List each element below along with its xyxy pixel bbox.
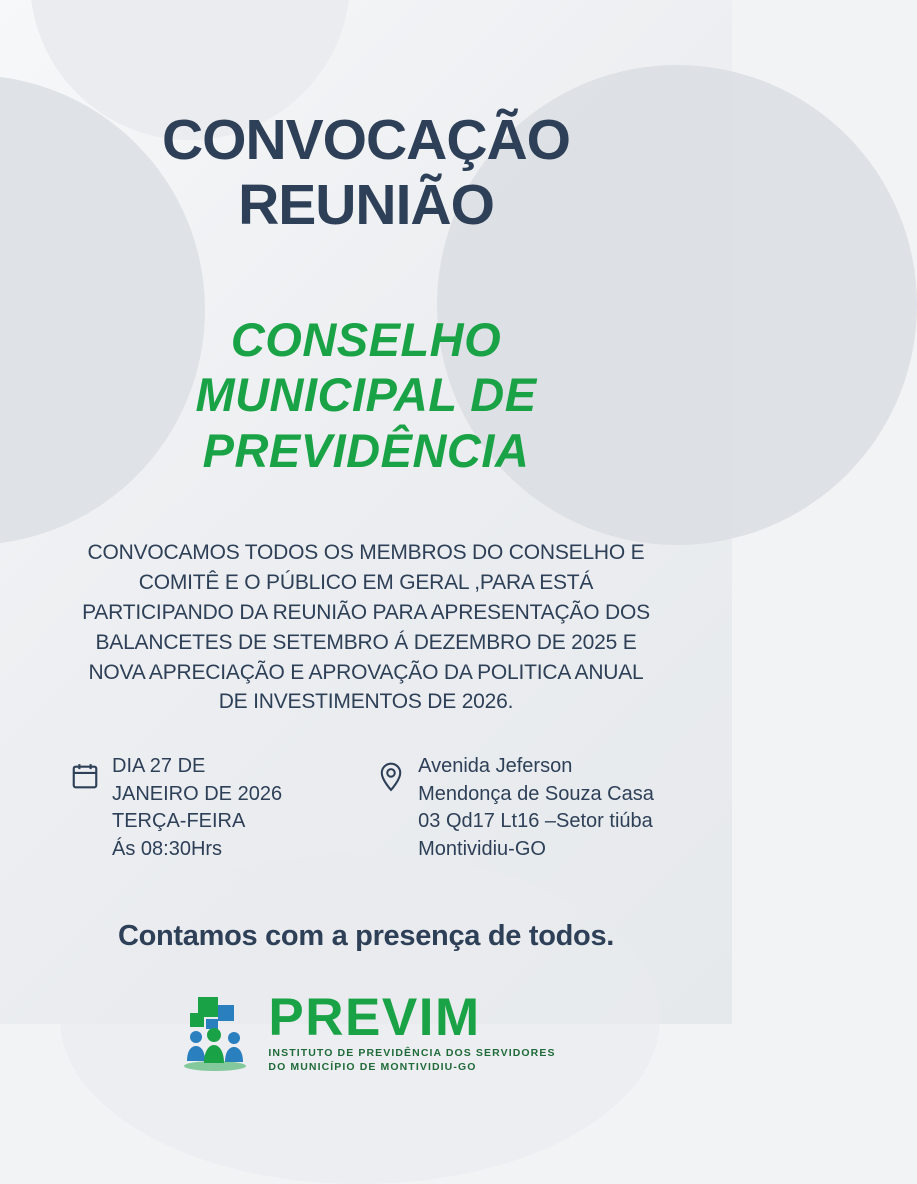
place-line-2: Mendonça de Souza Casa: [418, 782, 654, 805]
subject-line-1: CONSELHO: [230, 313, 502, 366]
calendar-icon: [70, 761, 100, 796]
subject-line-3: PREVIDÊNCIA: [202, 423, 530, 477]
date-lines: [112, 753, 282, 863]
previm-subtitle-1: INSTITUTO DE PREVIDÊNCIA DOS SERVIDORES: [268, 1046, 556, 1059]
subject-line-2: MUNICIPAL DE: [195, 368, 537, 422]
date-line-2: JANEIRO DE 2026: [112, 782, 283, 805]
date-line-1: DIA 27 DE: [112, 755, 206, 778]
subject-title: [0, 312, 732, 478]
place-line-3: 03 Qd17 Lt16 –Setor tiúba: [418, 810, 653, 833]
date-line-3: TERÇA-FEIRA: [112, 810, 246, 833]
previm-wordmark: [268, 987, 556, 1073]
previm-subtitle-2: DO MUNICÍPIO DE MONTIVIDIU-GO: [268, 1060, 477, 1073]
date-block: [70, 753, 336, 863]
map-pin-icon: [376, 761, 406, 800]
headline-line-1: CONVOCAÇÃO: [161, 108, 570, 172]
closing-statement: Contamos com a presença de todos.: [117, 919, 615, 952]
details-row: [0, 753, 732, 863]
headline: [0, 0, 732, 237]
place-line-1: Avenida Jeferson: [418, 755, 573, 778]
body-paragraph: CONVOCAMOS TODOS OS MEMBROS DO CONSELHO E COMITÊ E O PÚBLICO EM GERAL ,PARA ESTÁ PARTICIPANDO DA REUNIÃO PARA APRESENTAÇÃO DOS BALANCETES DE SETEMBRO Á DEZEMBRO DE 2025 E NOVA APRECIAÇÃO E APROVAÇÃO DA POLITICA ANUAL DE INVESTIMENTOS DE 2026.: [82, 541, 650, 714]
date-line-4: Ás 08:30Hrs: [112, 838, 223, 861]
place-lines: [418, 753, 654, 863]
previm-people-icon: [176, 993, 262, 1073]
previm-word: PREVIM: [268, 987, 481, 1047]
place-block: [376, 753, 662, 863]
place-line-4: Montividiu-GO: [418, 838, 546, 861]
headline-line-2: REUNIÃO: [238, 173, 494, 237]
previm-logo: [0, 987, 732, 1073]
